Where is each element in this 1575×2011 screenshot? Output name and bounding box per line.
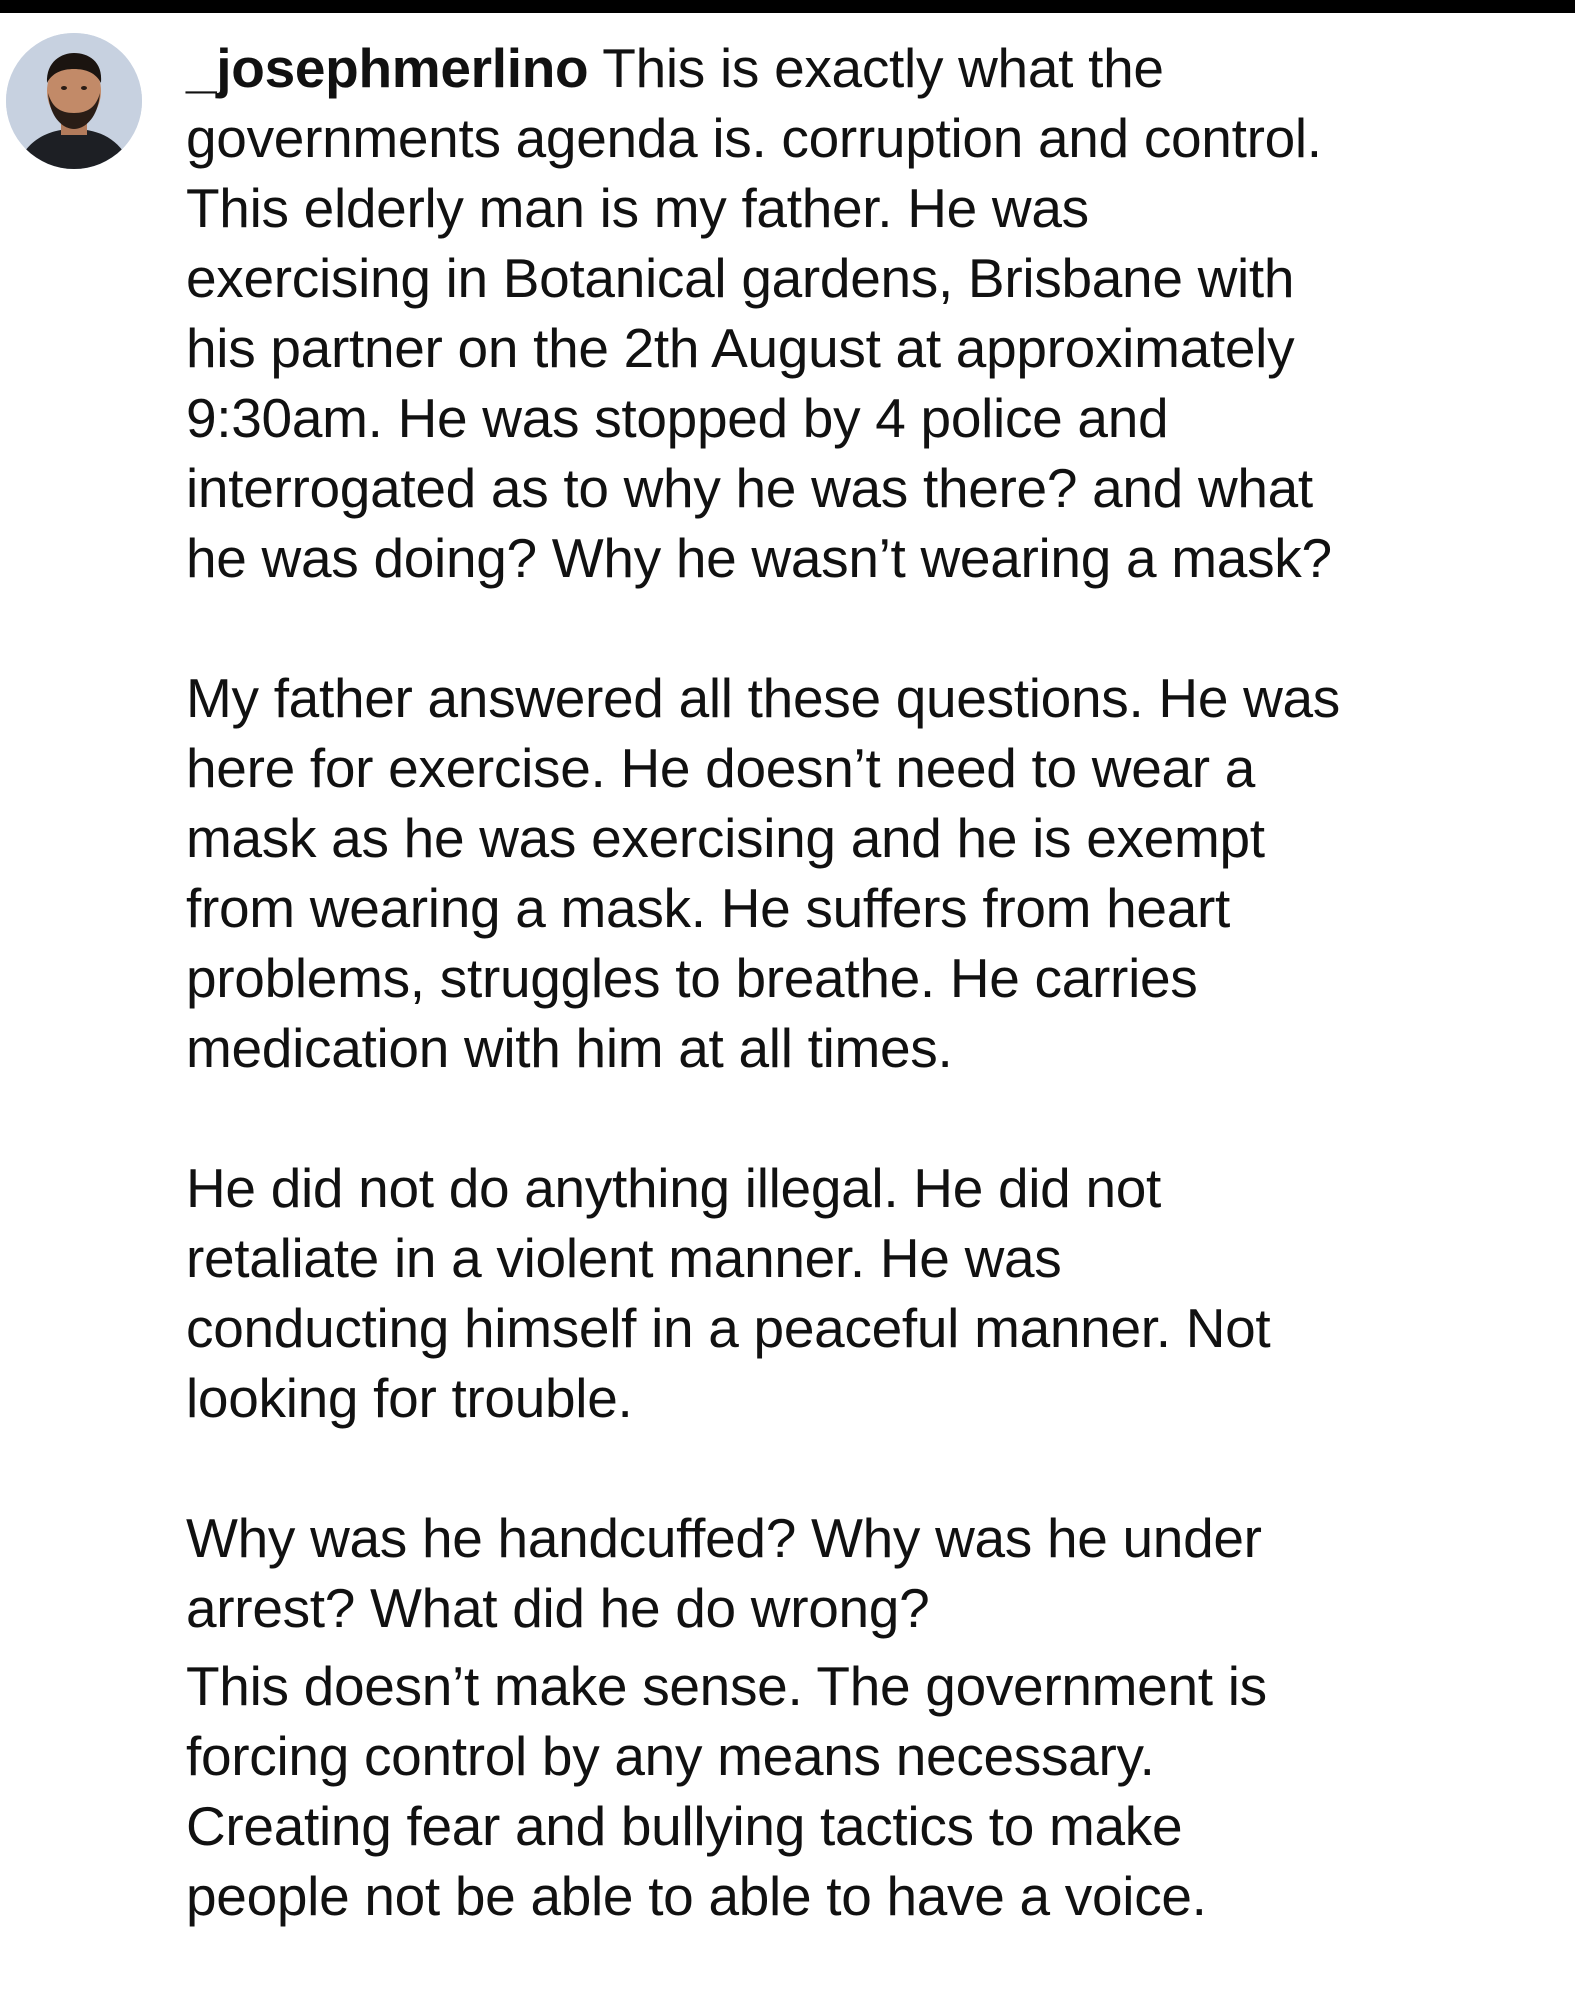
comment-line: This doesn’t make sense. The government is: [186, 1655, 1267, 1717]
avatar[interactable]: [6, 33, 142, 169]
comment-paragraph: [186, 1503, 1556, 1643]
comment-line: Why was he handcuffed? Why was he under: [186, 1507, 1262, 1569]
comment-paragraph: [186, 33, 1556, 593]
comment-line: My father answered all these questions. He was: [186, 667, 1341, 729]
comment-line: here for exercise. He doesn’t need to wear a: [186, 737, 1256, 799]
comment-line: people not be able to able to have a voice.: [186, 1865, 1207, 1927]
comment-line: arrest? What did he do wrong?: [186, 1577, 930, 1639]
comment-line: retaliate in a violent manner. He was: [186, 1227, 1062, 1289]
comment-line: from wearing a mask. He suffers from heart: [186, 877, 1230, 939]
comment-body: [186, 33, 1556, 1931]
profile-avatar-icon: [6, 33, 142, 169]
comment-line: forcing control by any means necessary.: [186, 1725, 1155, 1787]
comment-paragraph: [186, 1153, 1556, 1433]
comment-paragraph: [186, 663, 1556, 1083]
comment-text: This is exactly what the: [588, 37, 1164, 99]
comment-paragraph: [186, 1651, 1556, 1931]
comment-line: Creating fear and bullying tactics to make: [186, 1795, 1183, 1857]
comment-line: 9:30am. He was stopped by 4 police and: [186, 387, 1169, 449]
top-divider-bar: [0, 0, 1575, 13]
comment-username[interactable]: _josephmerlino: [186, 37, 589, 99]
comment-line: conducting himself in a peaceful manner. Not: [186, 1297, 1271, 1359]
comment-line: mask as he was exercising and he is exempt: [186, 807, 1265, 869]
comment-line: looking for trouble.: [186, 1367, 633, 1429]
comment-line: his partner on the 2th August at approximately: [186, 317, 1295, 379]
comment-line: interrogated as to why he was there? and what: [186, 457, 1313, 519]
comment-line: [186, 33, 1556, 103]
comment-line: He did not do anything illegal. He did not: [186, 1157, 1162, 1219]
comment-line: problems, struggles to breathe. He carries: [186, 947, 1198, 1009]
comment-line: exercising in Botanical gardens, Brisbane with: [186, 247, 1295, 309]
comment-line: medication with him at all times.: [186, 1017, 953, 1079]
comment-line: he was doing? Why he wasn’t wearing a mask?: [186, 527, 1332, 589]
comment-line: governments agenda is. corruption and control.: [186, 107, 1322, 169]
comment-line: This elderly man is my father. He was: [186, 177, 1089, 239]
